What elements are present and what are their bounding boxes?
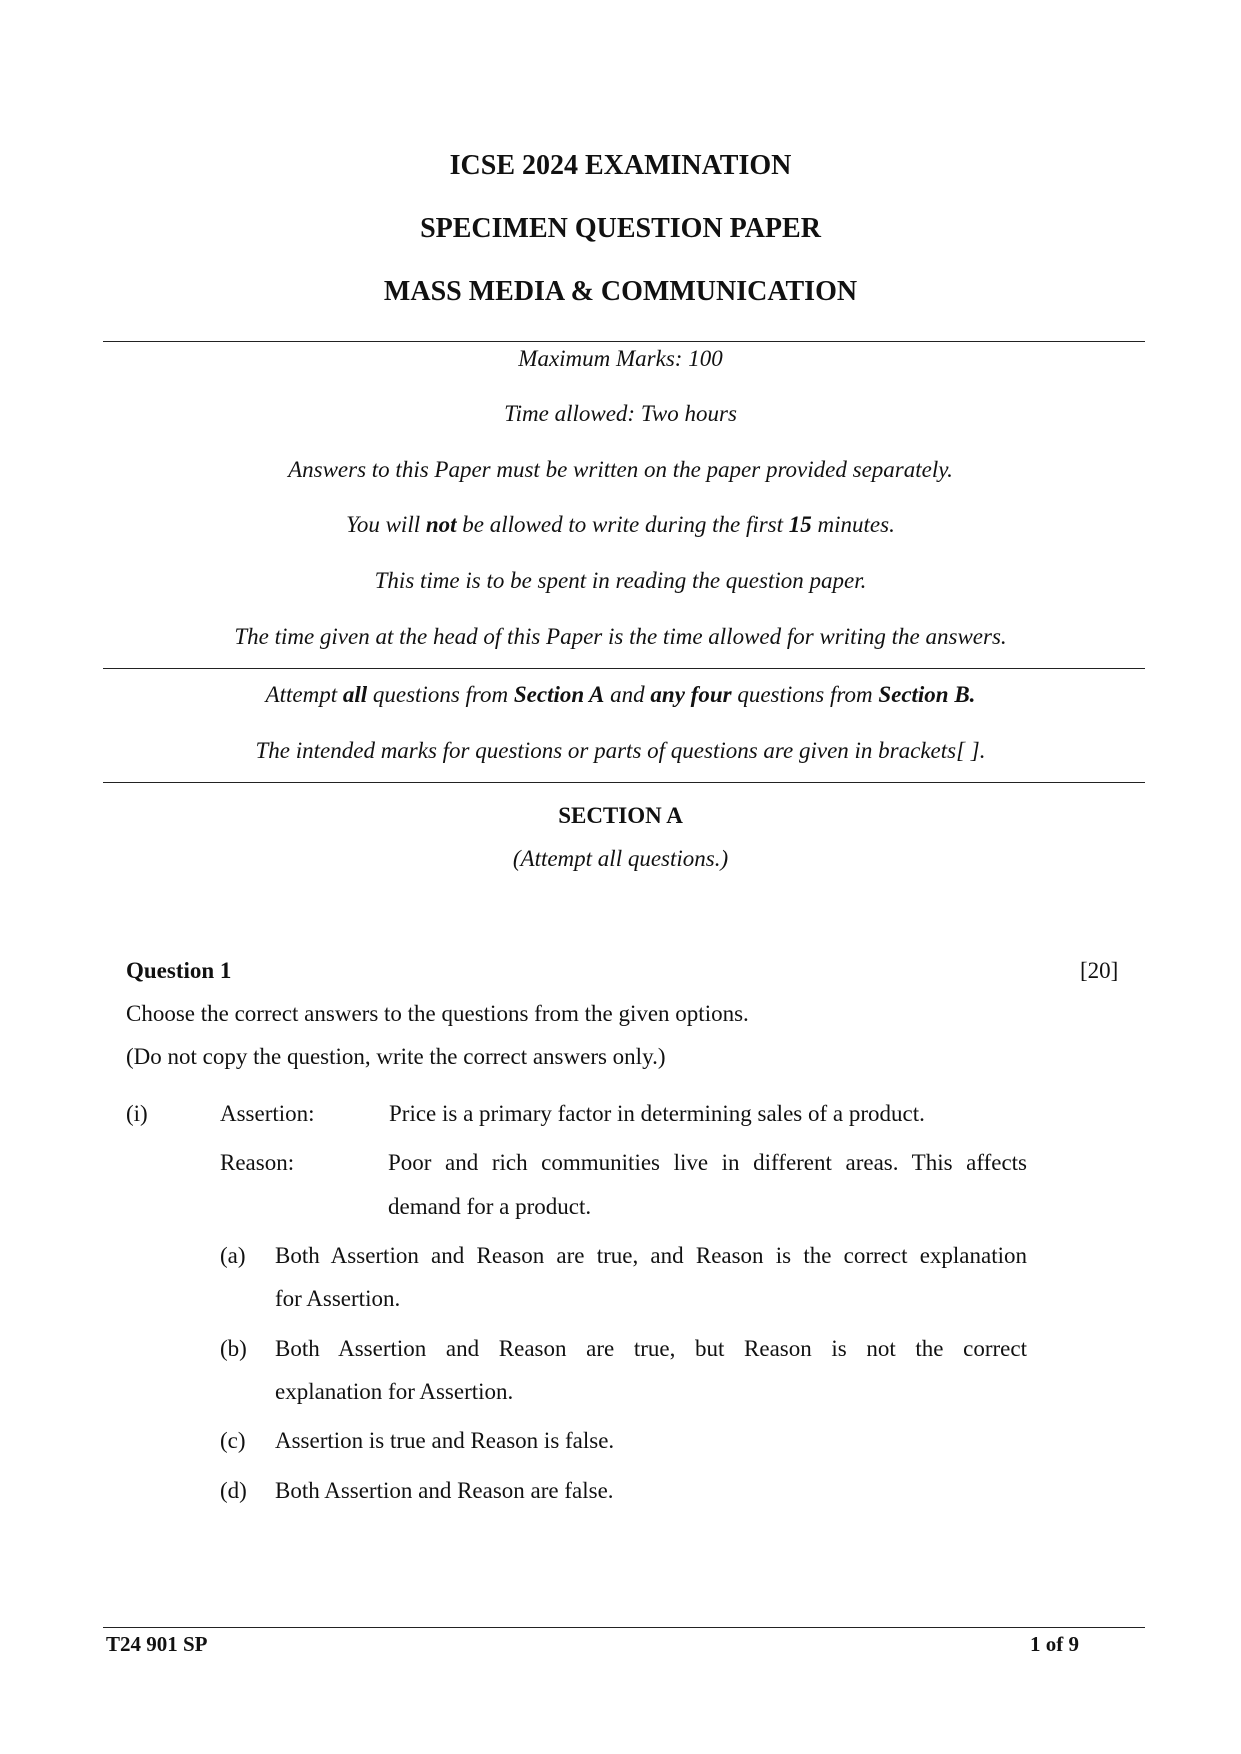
option-label: (b) [220,1336,247,1361]
assertion-label: Assertion: [220,1101,315,1126]
item-number: (i) [126,1101,148,1126]
page-number: 1 of 9 [1030,1632,1079,1656]
divider [103,341,1145,342]
time-allowed: Time allowed: Two hours [504,401,737,426]
paper-code: T24 901 SP [106,1632,208,1656]
option-label: (c) [220,1428,246,1453]
question-label: Question 1 [126,958,232,983]
option-label: (a) [220,1243,246,1268]
subject-title: MASS MEDIA & COMMUNICATION [383,276,858,307]
writing-restriction: You will not be allowed to write during the first 15 minutes. [346,512,895,537]
option-text-line: Assertion is true and Reason is false. [275,1428,615,1453]
section-a-subtitle: (Attempt all questions.) [512,846,729,871]
option-text-line: Both Assertion and Reason are false. [275,1478,614,1503]
answers-instruction: Answers to this Paper must be written on the paper provided separately. [288,457,953,482]
time-given-instruction: The time given at the head of this Paper is the time allowed for writing the answers. [234,624,1007,649]
option-text-line: Both Assertion and Reason are true, but Reason is not the correct [275,1336,1027,1361]
option-text-line: Both Assertion and Reason are true, and Reason is the correct explanation [275,1243,1027,1268]
reason-text-line: Poor and rich communities live in different areas. This affects [388,1150,1027,1175]
question-marks: [20] [1080,958,1119,983]
exam-title: ICSE 2024 EXAMINATION [449,150,792,181]
reason-label: Reason: [220,1150,295,1175]
footer-divider [103,1627,1145,1628]
reading-time-instruction: This time is to be spent in reading the question paper. [374,568,867,593]
option-label: (d) [220,1478,247,1503]
attempt-instruction: Attempt all questions from Section A and any four questions from Section B. [265,682,976,707]
section-a-title: SECTION A [558,803,683,828]
divider [103,668,1145,669]
paper-type-title: SPECIMEN QUESTION PAPER [420,213,821,244]
divider [103,782,1145,783]
max-marks: Maximum Marks: 100 [518,346,723,371]
option-text-line: explanation for Assertion. [275,1379,514,1404]
option-text-line: for Assertion. [275,1286,401,1311]
question-instruction: Choose the correct answers to the questions from the given options. [126,1001,749,1026]
question-instruction-note: (Do not copy the question, write the correct answers only.) [126,1044,666,1069]
reason-text-line: demand for a product. [388,1194,592,1219]
marks-instruction: The intended marks for questions or parts of questions are given in brackets[ ]. [255,738,986,763]
assertion-text: Price is a primary factor in determining sales of a product. [389,1101,925,1126]
